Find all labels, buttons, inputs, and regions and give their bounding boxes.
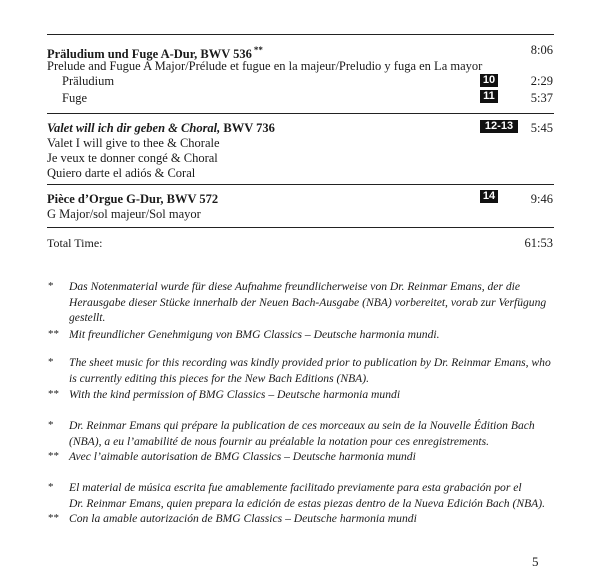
work-title-italic: Valet will ich dir geben & Choral, [47, 121, 221, 135]
footnote-marker: ** [48, 450, 59, 462]
work-title-text: BWV 736 [220, 121, 275, 135]
footnote-text: Dr. Reinmar Emans qui prépare la publication de ces morceaux au sein de la Nouvelle Édition Bach [69, 419, 535, 432]
footnote-text: Con la amable autorización de BMG Classics – Deutsche harmonia mundi [69, 512, 417, 525]
total-time-label: Total Time: [47, 236, 103, 250]
footnote-text: Dr. Reinmar Emans, quien prepara la edición de estas piezas dentro de la Nueva Edición Bach (NBA). [69, 496, 546, 510]
footnote-marker: * [48, 481, 54, 493]
work-translation: Quiero darte el adiós & Coral [47, 166, 196, 180]
section-rule [47, 227, 554, 228]
section-rule [47, 113, 554, 114]
movement-label: Präludium [62, 74, 115, 88]
movement-time: 2:29 [530, 74, 553, 88]
work-duration: 5:45 [530, 121, 553, 135]
footnote-marker: ** [48, 512, 59, 524]
total-time-value: 61:53 [524, 236, 553, 250]
footnote-text: With the kind permission of BMG Classics – Deutsche harmonia mundi [69, 388, 401, 401]
track-number: 12-13 [480, 120, 518, 133]
work-subtitle: G Major/sol majeur/Sol mayor [47, 207, 201, 221]
section-rule [47, 184, 554, 185]
work-title: Pièce d’Orgue G-Dur, BWV 572 [47, 192, 219, 206]
footnote-text: Avec l’aimable autorisation de BMG Classics – Deutsche harmonia mundi [69, 450, 416, 463]
track-number: 14 [480, 190, 498, 203]
movement-time: 5:37 [530, 91, 553, 105]
footnote-text: El material de música escrita fue amablemente facilitado previamente para esta grabación por el [69, 481, 522, 494]
movement-label: Fuge [62, 91, 87, 105]
footnote-marker: * [48, 280, 54, 292]
footnote-marker: ** [48, 328, 59, 340]
track-number: 10 [480, 74, 498, 87]
footnote-marker: ** [48, 388, 59, 400]
work-translation: Valet I will give to thee & Chorale [47, 136, 220, 150]
footnote-text: is currently editing this pieces for the New Bach Editions (NBA). [69, 371, 369, 385]
work-duration: 9:46 [530, 192, 553, 206]
footnote-text: Herausgabe dieser Stücke innerhalb der Neuen Bach-Ausgabe (NBA) vorbereitet, vorab zur Verfügung [69, 295, 547, 309]
work-translation: Je veux te donner congé & Choral [47, 151, 218, 165]
work-title-text: Präludium und Fuge A-Dur, BWV 536 [47, 47, 252, 62]
footnote-marker: * [48, 419, 54, 431]
footnote-text: gestellt. [69, 311, 106, 324]
footnote-text: Das Notenmaterial wurde für diese Aufnahme freundlicherweise von Dr. Reinmar Emans, der die [69, 280, 521, 293]
footnote-text: The sheet music for this recording was kindly provided prior to publication by Dr. Reinmar Emans, who [69, 356, 551, 369]
page-number: 5 [532, 554, 539, 569]
footnote-marker: * [48, 356, 54, 368]
work-subtitle: Prelude and Fugue A Major/Prélude et fugue en la majeur/Preludio y fuga en La mayor [47, 59, 483, 73]
footnote-text: Mit freundlicher Genehmigung von BMG Classics – Deutsche harmonia mundi. [69, 328, 440, 341]
footnote-marker: ** [253, 45, 263, 55]
track-number: 11 [480, 90, 498, 103]
work-duration: 8:06 [530, 43, 553, 57]
work-title [47, 120, 275, 136]
section-rule [47, 34, 554, 35]
footnote-text: (NBA), a eu l’amabilité de nous fournir au préalable la notation pour ces enregistrements. [69, 434, 490, 448]
